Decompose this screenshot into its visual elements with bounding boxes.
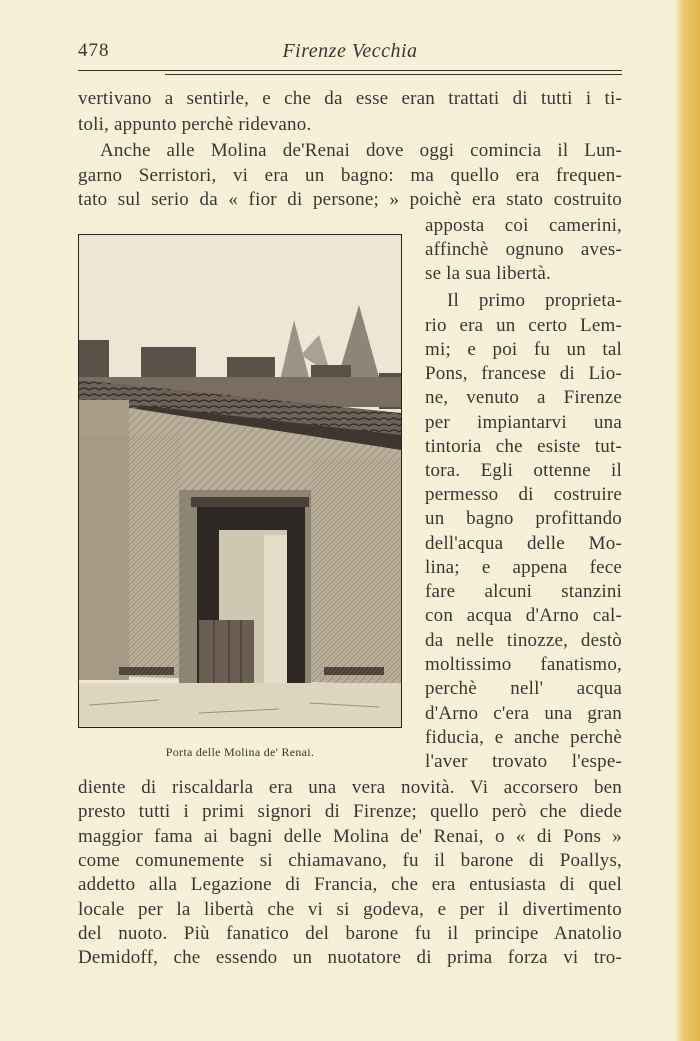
text-line: vertivano a sentirle, e che da esse eran trattati di tutti i ti- <box>78 88 622 109</box>
text-line: rio era un certo Lem- <box>425 315 622 336</box>
text-line: Il primo proprieta- <box>447 290 622 311</box>
text-line: Demidoff, che essendo un nuotatore di prima forza vi tro- <box>78 947 622 968</box>
text-line: per impiantarvi una <box>425 412 622 433</box>
text-line: maggior fama ai bagni delle Molina de' Renai, o « di Pons » <box>78 826 622 847</box>
text-line: tora. Egli ottenne il <box>425 460 622 481</box>
city-gate-illustration <box>79 235 401 727</box>
text-line: se la sua libertà. <box>425 263 551 284</box>
figure-engraving <box>78 234 402 728</box>
text-line: ne, venuto a Firenze <box>425 387 622 408</box>
text-line: garno Serristori, vi era un bagno: ma quello era frequen- <box>78 165 622 186</box>
text-line: da nelle tinozze, destò <box>425 630 622 651</box>
header-rule-secondary <box>165 74 622 75</box>
page-number: 478 <box>78 40 110 61</box>
text-line: diente di riscaldarla era una vera novità. Vi accorsero ben <box>78 777 622 798</box>
text-line: fare alcuni stanzini <box>425 581 622 602</box>
text-line: l'aver trovato l'espe- <box>425 751 622 772</box>
text-line: presto tutti i primi signori di Firenze; quello però che diede <box>78 801 622 822</box>
text-line: addetto alla Legazione di Francia, che era entusiasta di quel <box>78 874 622 895</box>
text-line: del nuoto. Più fanatico del barone fu il principe Anatolio <box>78 923 622 944</box>
text-line: tato sul serio da « fior di persone; » poichè era stato costruito <box>78 189 622 210</box>
text-line: come comunemente si chiamavano, fu il barone di Poallys, <box>78 850 622 871</box>
running-title: Firenze Vecchia <box>282 40 418 62</box>
text-line: perchè nell' acqua <box>425 678 622 699</box>
text-line: Anche alle Molina de'Renai dove oggi comincia il Lun- <box>100 140 622 161</box>
text-line: apposta coi camerini, <box>425 215 622 236</box>
text-line: affinchè ognuno aves- <box>425 239 622 260</box>
text-line: moltissimo fanatismo, <box>425 654 622 675</box>
header-rule <box>78 70 622 71</box>
text-line: tintoria che esiste tut- <box>425 436 622 457</box>
page-header <box>78 40 622 68</box>
text-line: con acqua d'Arno cal- <box>425 605 622 626</box>
text-line: locale per la libertà che vi si godeva, e per il divertimento <box>78 899 622 920</box>
text-line: toli, appunto perchè ridevano. <box>78 114 312 135</box>
text-line: d'Arno c'era una gran <box>425 703 622 724</box>
text-line: fiducia, e anche perchè <box>425 727 622 748</box>
text-line: dell'acqua delle Mo- <box>425 533 622 554</box>
text-line: permesso di costruire <box>425 484 622 505</box>
page-edge <box>674 0 700 1041</box>
figure-caption: Porta delle Molina de' Renai. <box>165 745 315 759</box>
text-line: lina; e appena fece <box>425 557 622 578</box>
text-line: un bagno profittando <box>425 508 622 529</box>
text-line: Pons, francese di Lio- <box>425 363 622 384</box>
text-line: mi; e poi fu un tal <box>425 339 622 360</box>
